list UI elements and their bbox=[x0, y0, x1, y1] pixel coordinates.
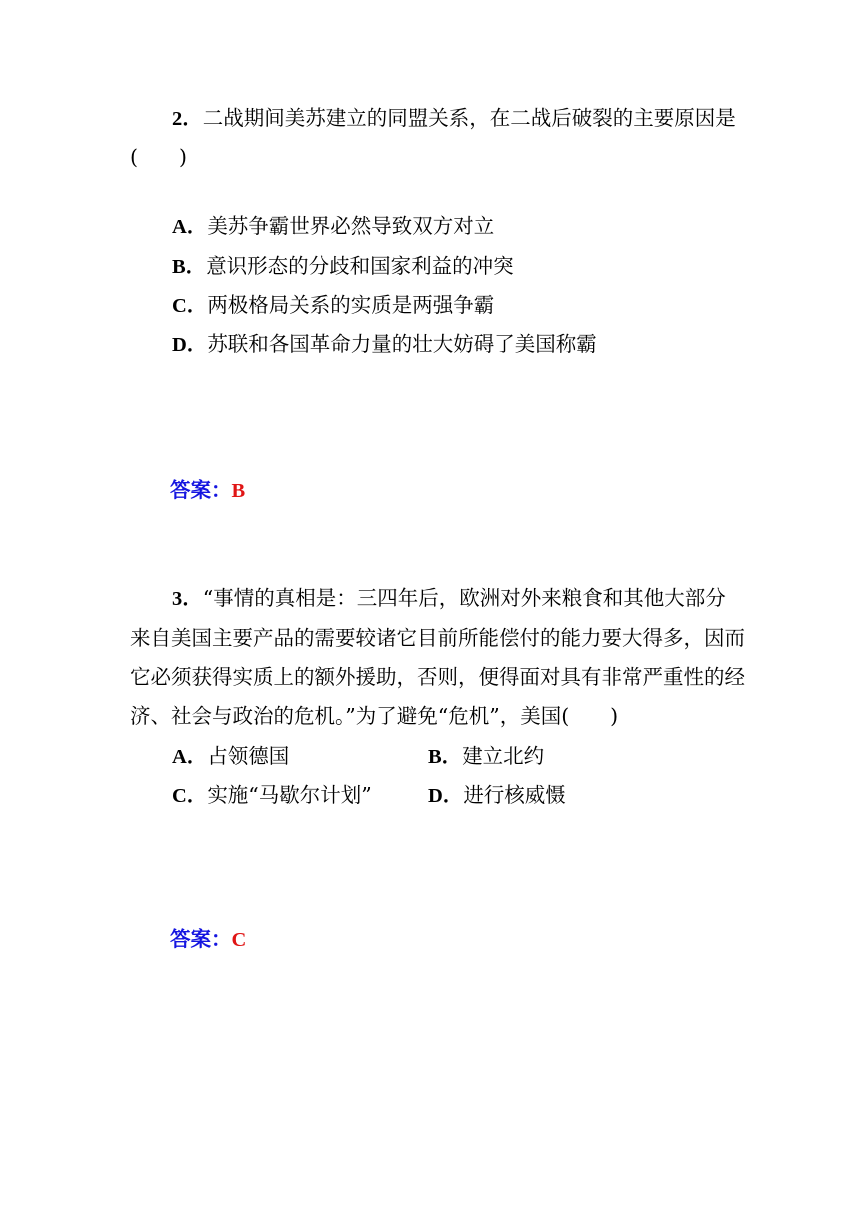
question-3-option-c bbox=[172, 783, 372, 808]
question-2-option-c bbox=[172, 293, 494, 318]
option-letter: A． bbox=[172, 746, 208, 768]
question-3-stem-line-3: 它必须获得实质上的额外援助，否则，便得面对具有非常严重性的经 bbox=[130, 665, 745, 689]
question-3-option-a bbox=[172, 744, 289, 769]
question-2-option-d bbox=[172, 332, 597, 357]
question-2-stem-line-1 bbox=[172, 106, 736, 131]
option-text: 两极格局关系的实质是两强争霸 bbox=[207, 293, 495, 317]
question-3-stem-line-1 bbox=[172, 586, 726, 611]
question-3-stem-line-4: 济、社会与政治的危机。”为了避免“危机”，美国( ) bbox=[130, 704, 619, 728]
question-3-text-1: “事情的真相是：三四年后，欧洲对外来粮食和其他大部分 bbox=[202, 586, 726, 610]
option-letter: D． bbox=[172, 334, 208, 356]
option-letter: C． bbox=[172, 785, 208, 807]
answer-value: B bbox=[231, 480, 246, 502]
question-2-option-a bbox=[172, 214, 494, 239]
question-2-answer bbox=[170, 478, 245, 503]
answer-label: 答案： bbox=[170, 478, 232, 502]
option-text: 美苏争霸世界必然导致双方对立 bbox=[207, 214, 495, 238]
answer-value: C bbox=[231, 929, 247, 951]
option-text: 建立北约 bbox=[462, 744, 545, 768]
question-2-stem-line-2: ( ) bbox=[130, 145, 187, 169]
question-2-number: 2． bbox=[172, 108, 203, 130]
question-3-option-b bbox=[428, 744, 544, 769]
answer-label: 答案： bbox=[170, 927, 232, 951]
option-text: 苏联和各国革命力量的壮大妨碍了美国称霸 bbox=[207, 332, 597, 356]
option-letter: A． bbox=[172, 216, 208, 238]
option-text: 意识形态的分歧和国家利益的冲突 bbox=[206, 254, 514, 278]
option-letter: D． bbox=[428, 785, 464, 807]
option-letter: B． bbox=[172, 256, 207, 278]
option-text: 进行核威慑 bbox=[463, 783, 566, 807]
question-3-option-d bbox=[428, 783, 566, 808]
option-text: 占领德国 bbox=[207, 744, 290, 768]
option-letter: C． bbox=[172, 295, 208, 317]
question-3-stem-line-2: 来自美国主要产品的需要较诸它目前所能偿付的能力要大得多，因而 bbox=[130, 626, 745, 650]
question-3-answer bbox=[170, 927, 246, 952]
question-2-text-1: 二战期间美苏建立的同盟关系，在二战后破裂的主要原因是 bbox=[202, 106, 736, 130]
question-2-option-b bbox=[172, 254, 514, 279]
question-3-number: 3． bbox=[172, 588, 203, 610]
option-letter: B． bbox=[428, 746, 463, 768]
option-text: 实施“马歇尔计划” bbox=[207, 783, 372, 807]
